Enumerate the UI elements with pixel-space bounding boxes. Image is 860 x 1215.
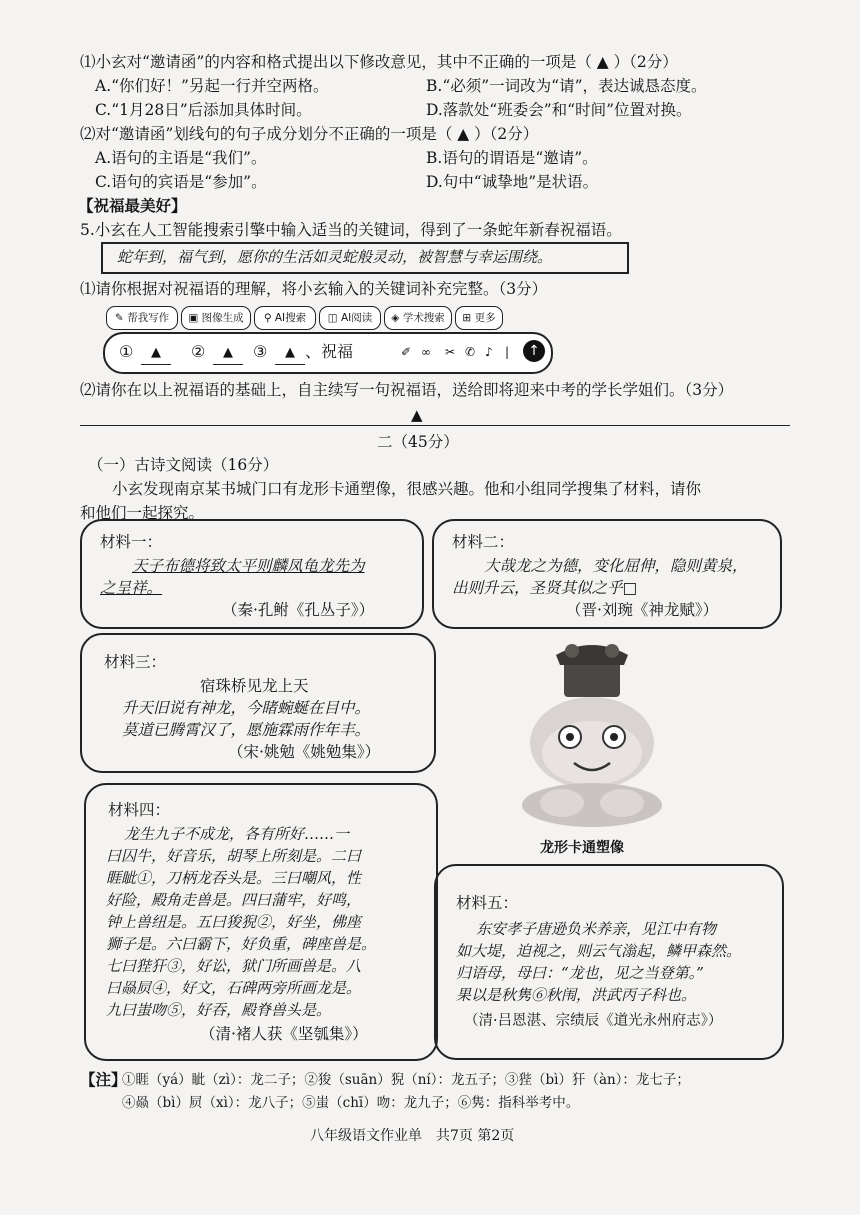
search-blank-2-number: ② bbox=[191, 342, 206, 361]
material-1-title: 材料一： bbox=[100, 533, 163, 551]
microphone-icon[interactable]: ♪ bbox=[485, 345, 493, 359]
chip-academic[interactable] bbox=[384, 306, 452, 330]
material-3-poem-title: 宿珠桥见龙上天 bbox=[200, 677, 309, 695]
material-2-source: （晋·刘琬《神龙赋》） bbox=[566, 601, 719, 619]
search-blank-2: ▲ bbox=[213, 342, 243, 365]
material-4-line: 龙生九子不成龙，各有所好……一 bbox=[124, 825, 350, 843]
material-5-line: 东安孝子唐逊负米养亲，见江中有物 bbox=[476, 920, 717, 938]
material-3-line-2: 莫道已腾霄汉了，愿施霖雨作年丰。 bbox=[122, 721, 371, 739]
search-blank-1: ▲ bbox=[141, 342, 171, 365]
chip-ai-read-label: AI阅读 bbox=[340, 312, 373, 324]
q4-sub1-option-a: A.“你们好！”另起一行并空两格。 bbox=[95, 77, 329, 95]
material-4-line: 七曰狴犴③，好讼，狱门所画兽是。八 bbox=[106, 957, 362, 975]
q4-sub1-option-d: D.落款处“班委会”和“时间”位置对换。 bbox=[426, 101, 692, 119]
phone-icon[interactable]: ✆ bbox=[465, 345, 476, 359]
material-4-line: 曰囚牛，好音乐，胡琴上所刻是。二曰 bbox=[106, 847, 362, 865]
material-4-line: 睚眦①，刀柄龙吞头是。三曰嘲风，性 bbox=[106, 869, 362, 887]
search-blank-3: ▲ bbox=[275, 342, 305, 365]
material-1-source: （秦·孔鲋《孔丛子》） bbox=[222, 601, 375, 619]
material-4-line: 好险，殿角走兽是。四曰蒲牢，好鸣， bbox=[106, 891, 362, 909]
material-1-line-1: 天子布德将致太平则麟凤龟龙先为 bbox=[132, 557, 365, 575]
search-input[interactable] bbox=[103, 332, 553, 374]
material-5-line: 果以是秋隽⑥秋闱，洪武丙子科也。 bbox=[456, 986, 697, 1004]
material-4-line: 曰赑屃④，好文，石碑两旁所画龙是。 bbox=[106, 979, 362, 997]
section2-intro-1: 小玄发现南京某书城门口有龙形卡通塑像，很感兴趣。他和小组同学搜集了材料，请你 bbox=[112, 480, 702, 498]
material-3-source: （宋·姚勉《姚勉集》） bbox=[228, 743, 381, 761]
material-4-title: 材料四： bbox=[108, 801, 171, 819]
material-5-source: （清·吕恩湛、宗绩辰《道光永州府志》） bbox=[464, 1013, 723, 1029]
material-4-line: 钟上兽纽是。五曰狻猊②，好坐，佛座 bbox=[106, 913, 362, 931]
search-blank-3-number: ③ bbox=[253, 342, 268, 361]
book-icon: ◫ bbox=[327, 312, 338, 324]
chip-ai-search-label: AI搜索 bbox=[274, 312, 307, 324]
pen-icon: ✎ bbox=[114, 312, 124, 324]
material-4-line: 狮子是。六曰霸下，好负重，碑座兽是。 bbox=[106, 935, 377, 953]
material-1-line-2: 之呈祥。 bbox=[100, 579, 163, 597]
q4-sub1-option-b: B.“必须”一词改为“请”，表达诚恳态度。 bbox=[426, 77, 707, 95]
material-1-box bbox=[80, 519, 424, 629]
more-icon: ⊞ bbox=[462, 312, 472, 324]
q4-sub1-option-c: C.“1月28日”后添加具体时间。 bbox=[95, 101, 312, 119]
q4-sub2-option-b: B.语句的谓语是“邀请”。 bbox=[426, 149, 598, 167]
pin-icon[interactable]: ✐ bbox=[401, 345, 412, 359]
q4-sub1-stem: ⑴小玄对“邀请函”的内容和格式提出以下修改意见，其中不正确的一项是（ ▲ ）（2分） bbox=[80, 53, 678, 71]
chip-writing[interactable] bbox=[106, 306, 178, 330]
material-3-title: 材料三： bbox=[104, 653, 167, 671]
q5-answer-mark: ▲ bbox=[411, 406, 423, 424]
scissors-icon[interactable]: ✂ bbox=[445, 345, 456, 359]
send-icon[interactable]: ↑ bbox=[523, 340, 545, 362]
blessing-text: 蛇年到，福气到，愿你的生活如灵蛇般灵动，被智慧与幸运围绕。 bbox=[117, 248, 553, 266]
q5-section-header: 【祝福最美好】 bbox=[78, 196, 187, 215]
notes-label: 【注】 bbox=[80, 1070, 127, 1089]
link-icon[interactable]: ∞ bbox=[421, 345, 431, 359]
material-2-line-1: 大哉龙之为德，变化屈伸，隐则黄泉， bbox=[484, 557, 748, 575]
section2-intro-2: 和他们一起探究。 bbox=[80, 504, 205, 522]
material-4-box bbox=[84, 783, 438, 1061]
material-5-box bbox=[434, 864, 784, 1060]
q4-sub2-stem: ⑵对“邀请函”划线句的句子成分划分不正确的一项是（ ▲ ）（2分） bbox=[80, 125, 539, 143]
q4-sub2-option-d: D.句中“诚挚地”是状语。 bbox=[426, 173, 599, 191]
material-5-line: 如大堤，迫视之，则云气滃起，鳞甲森然。 bbox=[456, 942, 742, 960]
chip-writing-label: 帮我写作 bbox=[127, 312, 170, 324]
search-blank-1-number: ① bbox=[119, 342, 134, 361]
answer-line bbox=[80, 425, 790, 426]
q5-sub1-stem: ⑴请你根据对祝福语的理解，将小玄输入的关键词补充完整。（3分） bbox=[80, 280, 548, 298]
chip-academic-label: 学术搜索 bbox=[402, 312, 445, 324]
q5-stem: 5.小玄在人工智能搜索引擎中输入适当的关键词，得到了一条蛇年新春祝福语。 bbox=[80, 221, 622, 239]
material-5-line: 归语母，母曰：“龙也，见之当登第。” bbox=[456, 964, 704, 982]
chip-more[interactable] bbox=[455, 306, 503, 330]
divider: | bbox=[505, 345, 510, 359]
chip-image-label: 图像生成 bbox=[201, 312, 244, 324]
material-3-line-1: 升天旧说有神龙，今睹蜿蜒在目中。 bbox=[122, 699, 371, 717]
material-4-line: 九曰蚩吻⑤，好吞，殿脊兽头是。 bbox=[106, 1001, 332, 1019]
material-3-box bbox=[80, 633, 436, 773]
section2-title: 二（45分） bbox=[377, 433, 459, 451]
material-4-source: （清·褚人获《坚瓠集》） bbox=[200, 1025, 368, 1043]
material-2-line-2: 出则升云，圣贤其似之乎□ bbox=[452, 579, 638, 597]
material-2-box bbox=[432, 519, 782, 629]
notes-line-2: ④赑（bì）屃（xì）：龙八子；⑤蚩（chī）吻：龙九子；⑥隽：指科举考中。 bbox=[122, 1095, 580, 1111]
dragon-statue-caption: 龙形卡通塑像 bbox=[540, 840, 624, 856]
chip-more-label: 更多 bbox=[474, 312, 496, 324]
chip-image[interactable] bbox=[181, 306, 251, 330]
search-icon: ⚲ bbox=[263, 312, 272, 324]
notes-line-1: ①睚（yá）眦（zì）：龙二子；②狻（suān）猊（ní）：龙五子；③狴（bì）犴（àn）：龙七子； bbox=[122, 1072, 690, 1088]
blessing-box bbox=[101, 242, 629, 274]
chip-ai-read[interactable] bbox=[319, 306, 381, 330]
dragon-statue-image bbox=[512, 635, 672, 835]
q4-sub2-option-a: A.语句的主语是“我们”。 bbox=[95, 149, 267, 167]
chip-ai-search[interactable] bbox=[254, 306, 316, 330]
section2-subtitle: （一）古诗文阅读（16分） bbox=[88, 456, 279, 474]
page-footer: 八年级语文作业单 共7页 第2页 bbox=[310, 1128, 515, 1144]
material-2-title: 材料二： bbox=[452, 533, 515, 551]
material-5-title: 材料五： bbox=[456, 894, 519, 912]
image-icon: ▣ bbox=[188, 312, 199, 324]
search-keyword-blessing: 、祝福 bbox=[305, 342, 354, 361]
q4-sub2-option-c: C.语句的宾语是“参加”。 bbox=[95, 173, 267, 191]
q5-sub2-stem: ⑵请你在以上祝福语的基础上，自主续写一句祝福语，送给即将迎来中考的学长学姐们。（3分） bbox=[80, 381, 734, 399]
scholar-icon: ◈ bbox=[391, 312, 400, 324]
